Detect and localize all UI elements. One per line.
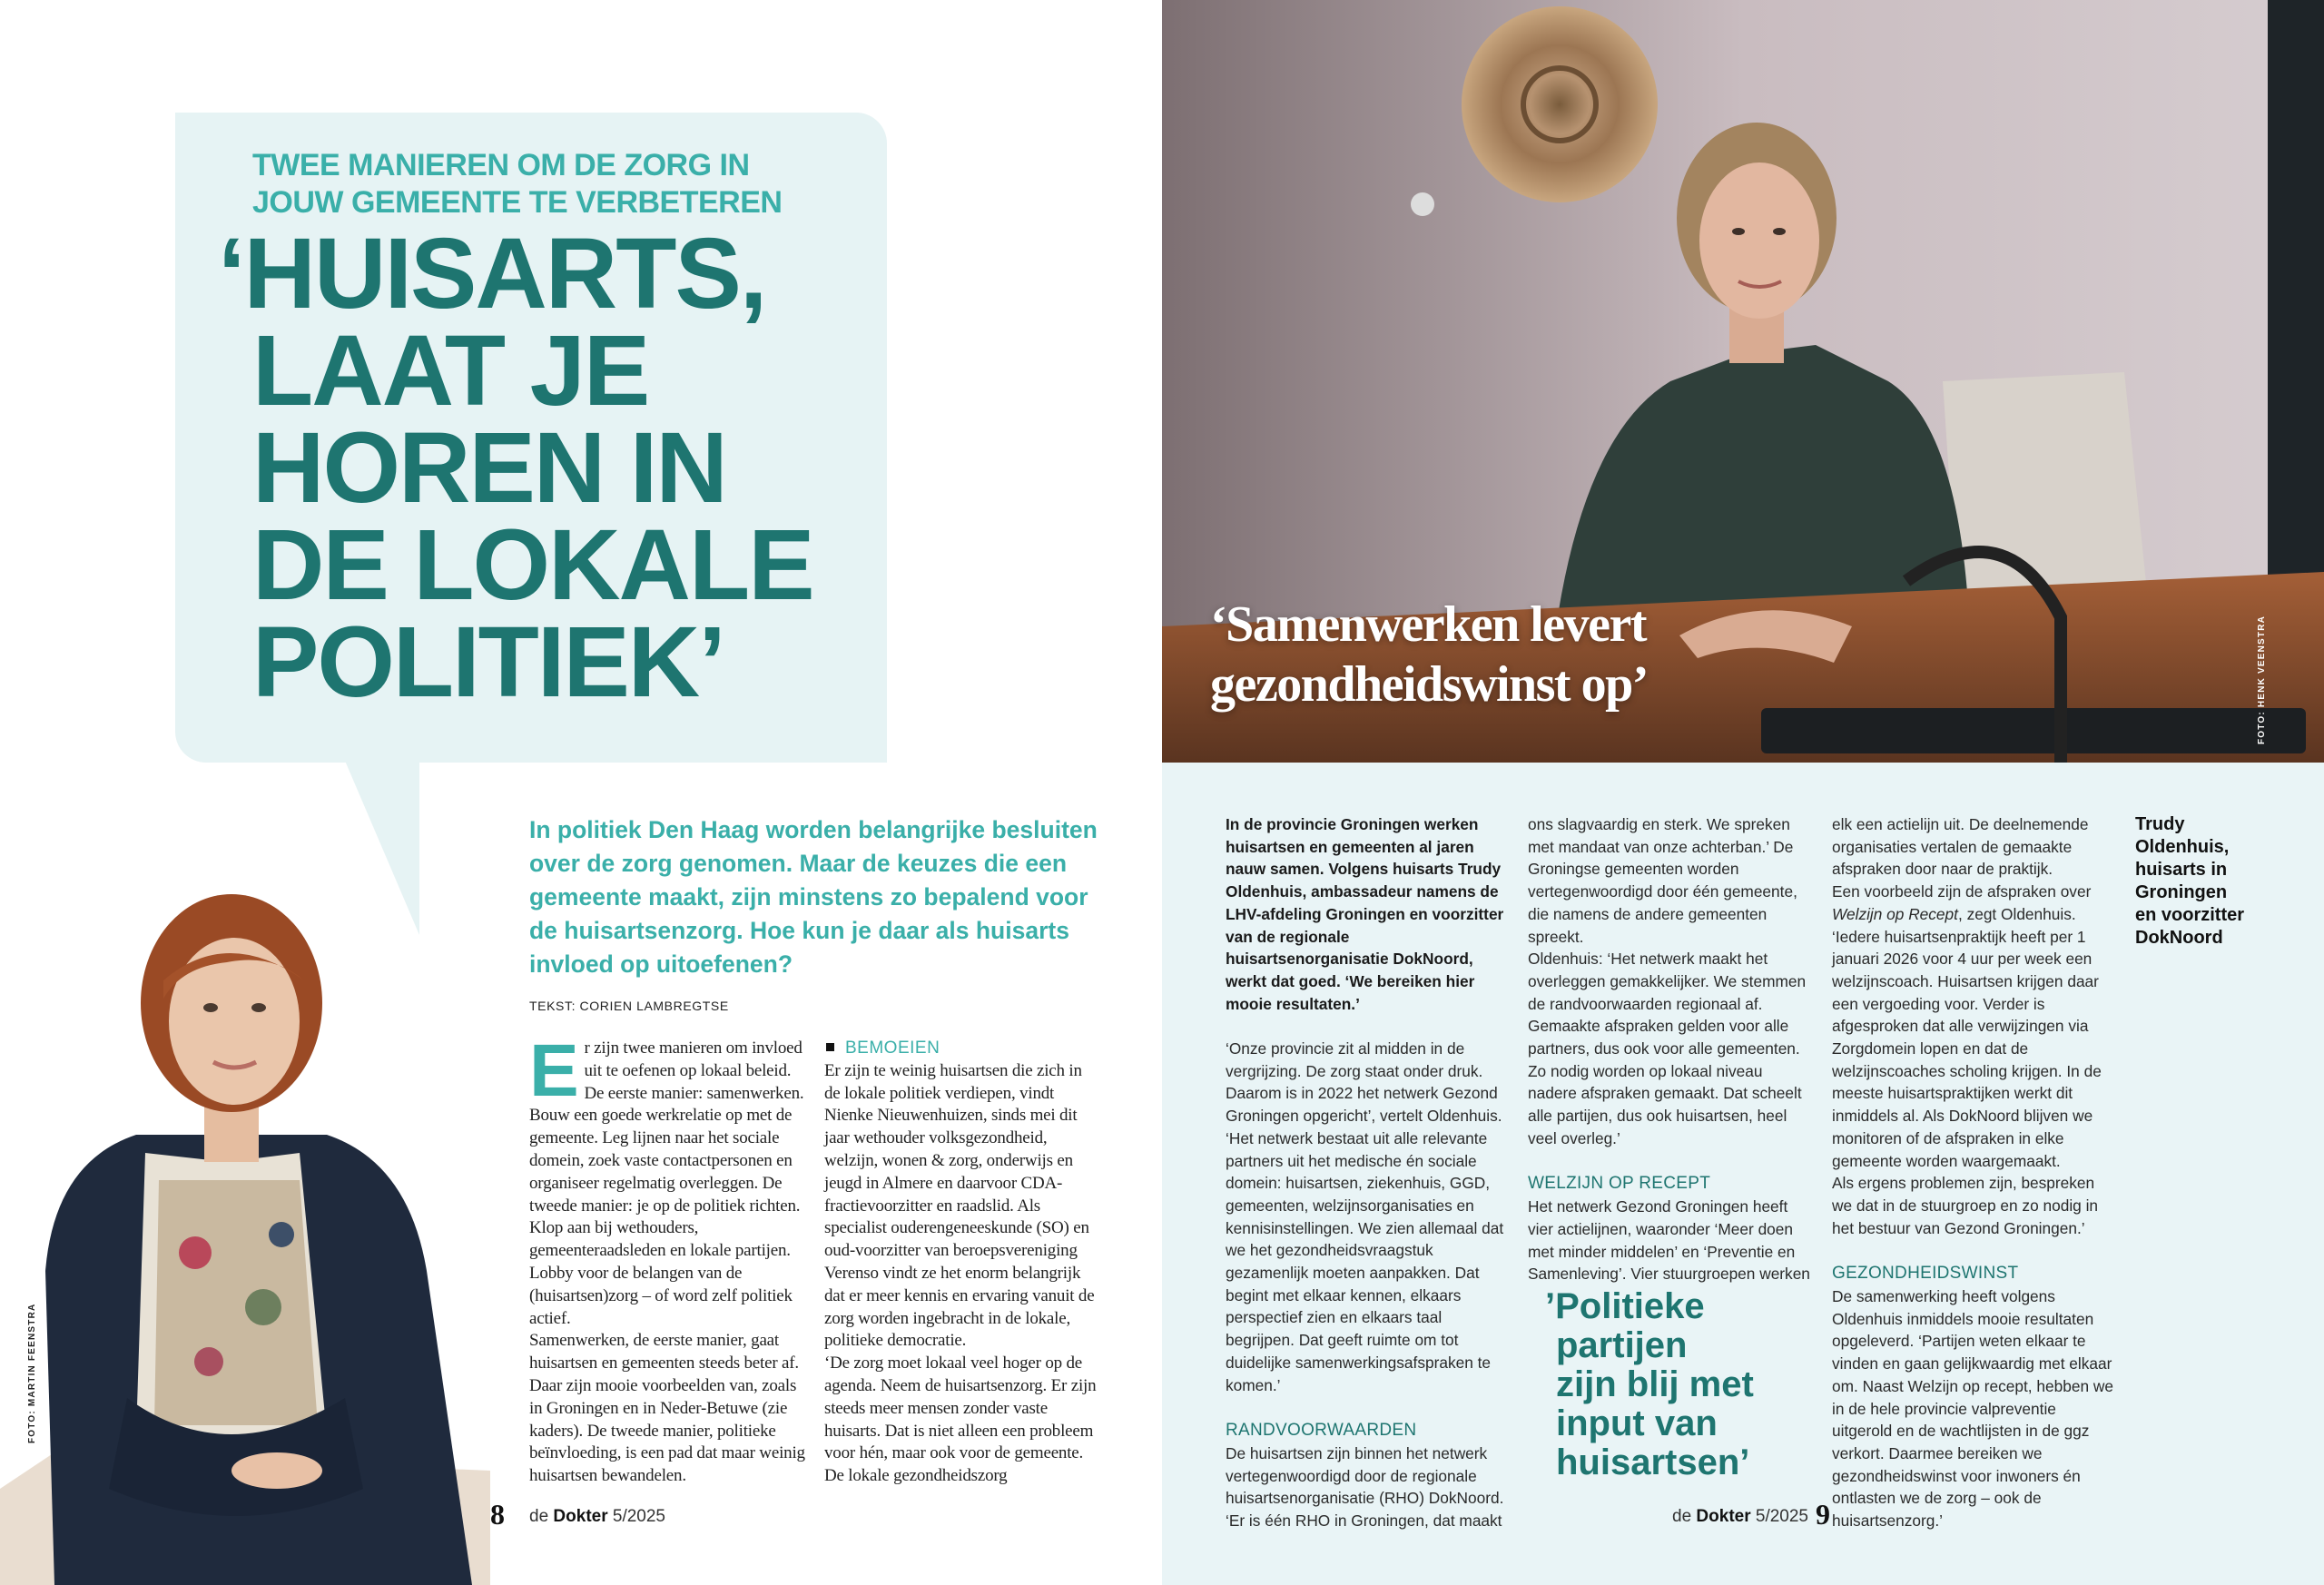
kicker (252, 147, 888, 222)
paragraph (1832, 881, 2115, 1172)
photo-headline-line: ‘Samenwerken levert (1210, 596, 1647, 653)
body-column (1528, 813, 1811, 1285)
section-heading: GEZONDHEIDSWINST (1832, 1264, 2019, 1284)
body-column (1226, 813, 1509, 1532)
footer-prefix: de (1672, 1507, 1692, 1526)
paragraph: De samenwerking heeft volgens Oldenhuis inmiddels mooie resultaten opgeleverd. ‘Partijen weten elkaar te vinden en gaan gelijkwaardig met elkaar om. Naast Welzijn op recept, hebben we in de hele provincie valpreventie uitgerold en de wachtlijsten in de ggz verkort. Daarmee bereiken we gezondheidswinst voor inwoners én ontlasten we de zorg – ook de huisartsenzorg.’ (1832, 1287, 2113, 1531)
pull-quote-line: zijn blij met (1556, 1364, 1754, 1404)
byline: TEKST: CORIEN LAMBREGTSE (529, 999, 729, 1013)
pull-quote (1545, 1287, 1836, 1482)
section-heading: WELZIJN OP RECEPT (1528, 1174, 1711, 1194)
page-title (218, 218, 890, 718)
body-column (1832, 813, 2115, 1532)
photo-headline-line: gezondheidswinst op’ (1210, 656, 1648, 713)
pull-quote-line: huisartsen’ (1556, 1442, 1750, 1482)
paragraph: Het netwerk Gezond Groningen heeft vier actielijnen, waaronder ‘Meer doen met minder middelen’ en ‘Preventie en Samenleving’. Vier stuurgroepen werken (1528, 1197, 1810, 1284)
photo-credit: FOTO: HENK VEENSTRA (2257, 615, 2267, 744)
headline-line: ‘HUISARTS, (218, 218, 766, 330)
paragraph-text: Een voorbeeld zijn de afspraken over (1832, 882, 2092, 901)
lead-paragraph: In de provincie Groningen werken huisartsen en gemeenten al jaren nauw samen. Volgens huisarts Trudy Oldenhuis, ambassadeur namens de LHV-afdeling Groningen en voorzitter van de regionale huisartsenorganisatie DokNoord, werkt dat goed. ‘We bereiken hier mooie resultaten.’ (1226, 815, 1504, 1013)
paragraph: ‘De zorg moet lokaal veel hoger op de agenda. Neem de huisartsenzorg. Er zijn steeds meer mensen zonder vaste huisarts. Dat is niet alleen een probleem voor hén, maar ook voor de gemeente. De lokale gezondheidszorg (824, 1354, 1097, 1486)
paragraph: ons slagvaardig en sterk. We spreken met mandaat van onze achterban.’ De Groningse gemeenten worden vertegenwoordigd door één gemeente, die namens de andere gemeenten spreekt. (1528, 815, 1797, 946)
italic-title: Welzijn op Recept (1832, 904, 1958, 923)
caption-line: huisarts in (2135, 860, 2228, 880)
paragraph-text: r zijn twee manieren om invloed uit te oefenen op lokaal beleid. De eerste manier: samenwerken. Bouw een goede werkrelatie op met de gemeente. Leg lijnen naar het sociale domein, zoek vaste contactpersonen en organiseer regelmatig overleggen. De tweede manier: je op de politiek richten. Klop aan bij wethouders, gemeenteraadsleden en lokale partijen. Lobby voor de belangen van de (huisartsen)zorg – of word zelf politiek actief. (529, 1039, 804, 1328)
pull-quote-line: partijen (1556, 1325, 1688, 1365)
section-heading-text: BEMOEIEN (845, 1039, 940, 1058)
square-bullet-icon (826, 1043, 834, 1051)
caption-line: Groningen (2135, 882, 2228, 902)
portrait-photo (0, 890, 490, 1585)
caption-line: DokNoord (2135, 928, 2223, 948)
caption-line: Oldenhuis, (2135, 837, 2230, 857)
footer-prefix: de (529, 1507, 549, 1526)
paragraph: ‘Onze provincie zit al midden in de vergrijzing. De zorg staat onder druk. Daarom is in 2022 het netwerk Gezond Groningen opgericht’, vertelt Oldenhuis. ‘Het netwerk bestaat uit alle relevante partners uit het medische én sociale domein: huisartsen, ziekenhuis, GGD, gemeenten, welzijnsorganisaties en kennisinstellingen. We zien allemaal dat we het gezondheidsvraagstuk gezamenlijk moeten aanpakken. Dat begint met elkaar kennen, elkaars perspectief zien en elkaars taal begrijpen. Dat geeft ruimte om tot duidelijke samenwerkingsafspraken te komen.’ (1226, 1039, 1504, 1394)
paragraph: Als ergens problemen zijn, bespreken we dat in de stuurgroep en zo nodig in het bestuur van Gezond Groningen.’ (1832, 1174, 2099, 1237)
headline-line: LAAT JE (252, 315, 649, 427)
footer-issue: 5/2025 (1755, 1507, 1809, 1526)
footer-magazine-name: Dokter (553, 1507, 608, 1526)
intro-text: In politiek Den Haag worden belangrijke besluiten over de zorg genomen. Maar de keuzes die een gemeente maakt, zijn minstens zo bepalend voor de huisartsenzorg. Hoe kun je daar als huisarts invloed op uitoefenen? (529, 816, 1098, 978)
paragraph: Oldenhuis: ‘Het netwerk maakt het overleggen gemakkelijker. We stemmen de randvoorwaarden regionaal af. Gemaakte afspraken gelden voor alle partners, dus ook voor alle gemeenten. Zo nodig worden op lokaal niveau nadere afspraken gemaakt. Dat scheelt alle partijen, dus ook huisartsen, heel veel overleg.’ (1528, 950, 1807, 1147)
paragraph (529, 1029, 806, 1330)
page-number: 9 (1816, 1498, 1830, 1531)
kicker-line: JOUW GEMEENTE TE VERBETEREN (252, 185, 783, 220)
kicker-line: TWEE MANIEREN OM DE ZORG IN (252, 148, 750, 182)
section-heading (824, 1038, 1101, 1060)
pull-quote-line: ’Politieke (1545, 1286, 1705, 1326)
headline-line: POLITIEK’ (252, 606, 724, 718)
photo-headline (1210, 595, 1846, 714)
headline-line: DE LOKALE (252, 509, 813, 621)
paragraph: Samenwerken, de eerste manier, gaat huisartsen en gemeenten steeds beter af. Daar zijn mooie voorbeelden van, zoals in Groningen en in Neder-Betuwe (zie kaders). De tweede manier, politieke beïnvloeding, is een pad dat maar weinig huisartsen bewandelen. (529, 1331, 805, 1486)
drop-cap: E (529, 1029, 579, 1112)
footer-magazine-name: Dokter (1696, 1507, 1751, 1526)
paragraph: Er zijn te weinig huisartsen die zich in de lokale politiek verdiepen, vindt Nienke Nieuwenhuizen, sinds mei dit jaar wethouder volksgezondheid, welzijn, wonen & zorg, onderwijs en jeugd in Almere en daarvoor CDA-fractievoorzitter en raadslid. Als specialist ouderengeneeskunde (SO) en oud-voorzitter van beroepsvereniging Verenso vindt ze het enorm belangrijk dat er meer kennis en ervaring vanuit de zorg worden ingebracht in de lokale, politieke democratie. (824, 1060, 1095, 1351)
photo-caption (2135, 813, 2317, 950)
magazine-footer (1672, 1507, 1808, 1527)
pull-quote-line: input van (1556, 1403, 1718, 1443)
caption-line: Trudy (2135, 814, 2185, 834)
footer-issue: 5/2025 (612, 1507, 666, 1526)
body-column (529, 1029, 806, 1488)
paragraph-text: , zegt Oldenhuis. ‘Iedere huisartsenpraktijk heeft per 1 januari 2026 voor 4 uur per week een welzijnscoach. Huisartsen krijgen daar een vergoeding voor. Verder is afgesproken dat alle verwijzingen via Zorgdomein lopen en dat de welzijnscoaches scholing krijgen. In de meeste huisartspraktijken werkt dit inmiddels al. Als DokNoord blijven we monitoren of de afspraken in elke gemeente worden waargemaakt. (1832, 904, 2102, 1170)
body-column (824, 1038, 1101, 1488)
headline-line: HOREN IN (252, 412, 726, 524)
section-heading: RANDVOORWAARDEN (1226, 1420, 1417, 1440)
page-number: 8 (490, 1498, 505, 1531)
magazine-footer (529, 1507, 665, 1527)
photo-credit: FOTO: MARTIN FEENSTRA (27, 1303, 37, 1443)
paragraph: elk een actielijn uit. De deelnemende organisaties vertalen de gemaakte afspraken door naar de praktijk. (1832, 815, 2089, 879)
caption-line: en voorzitter (2135, 905, 2245, 925)
paragraph: De huisartsen zijn binnen het netwerk vertegenwoordigd door de regionale huisartsenorganisatie (RHO) DokNoord. ‘Er is één RHO in Groningen, dat maakt (1226, 1443, 1504, 1531)
